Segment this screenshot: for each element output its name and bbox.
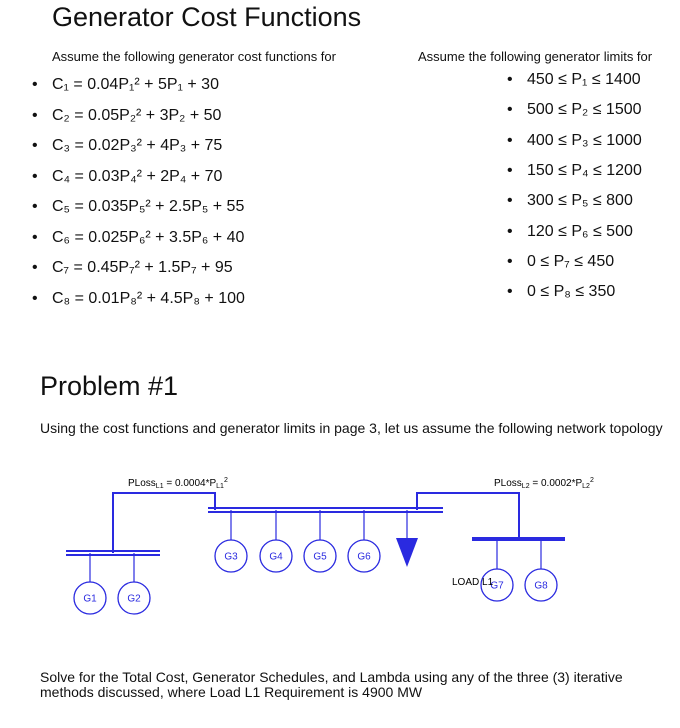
- problem-text: Using the cost functions and generator limits in page 3, let us assume the following network topology: [40, 420, 663, 436]
- ploss2-label: PLoss$_{L2}$ = $0.0002*P_{L2}^2$: [494, 477, 594, 490]
- cost-intro: Assume the following generator cost functions for: [52, 49, 336, 64]
- cost-function-item: • C₄ = 0.03P₄² + 2P₄ + 70: [52, 168, 222, 186]
- cost-function-item: • C₆ = 0.025P₆² + 3.5P₆ + 40: [52, 229, 244, 247]
- cost-function-item: • C₁ = 0.04P₁² + 5P₁ + 30: [52, 76, 219, 94]
- cost-function-item: • C₃ = 0.02P₃² + 4P₃ + 75: [52, 137, 222, 155]
- generator-label: G1: [83, 593, 97, 605]
- cost-function-item: • C₈ = 0.01P₈² + 4.5P₈ + 100: [52, 290, 245, 308]
- generator-label: G2: [127, 593, 141, 605]
- ploss1-label: PLoss$_{L1}$ = $0.0004*P_{L1}^2$: [128, 477, 228, 490]
- limit-item: • 300 ≤ P₅ ≤ 800: [527, 192, 633, 210]
- generator-label: G7: [490, 580, 504, 592]
- cost-function-item: • C₂ = 0.05P₂² + 3P₂ + 50: [52, 107, 221, 125]
- limit-item: • 400 ≤ P₃ ≤ 1000: [527, 132, 642, 150]
- problem-title: Problem #1: [40, 371, 179, 401]
- generator-label: G8: [534, 580, 548, 592]
- line-l1: [113, 493, 215, 553]
- page-title: Generator Cost Functions: [52, 2, 362, 32]
- load-icon: [396, 538, 418, 567]
- line-l2: [417, 493, 519, 539]
- limit-item: • 0 ≤ P₈ ≤ 350: [527, 283, 615, 301]
- limit-item: • 450 ≤ P₁ ≤ 1400: [527, 71, 641, 89]
- generator-label: G6: [357, 551, 371, 563]
- limits-intro: Assume the following generator limits for: [418, 49, 653, 64]
- footer-text: Solve for the Total Cost, Generator Schedules, and Lambda using any of the three (3) iterative methods discussed, where Load L1 Requirement is 4900 MW: [40, 669, 623, 700]
- cost-function-item: • C₇ = 0.45P₇² + 1.5P₇ + 95: [52, 259, 233, 277]
- limit-item: • 500 ≤ P₂ ≤ 1500: [527, 101, 642, 119]
- limit-item: • 0 ≤ P₇ ≤ 450: [527, 253, 614, 271]
- load-label: LOAD L1: [452, 577, 494, 588]
- generator-label: G5: [313, 551, 327, 563]
- limit-item: • 120 ≤ P₆ ≤ 500: [527, 223, 633, 241]
- generator-label: G4: [269, 551, 283, 563]
- limit-item: • 150 ≤ P₄ ≤ 1200: [527, 162, 642, 180]
- generator-label: G3: [224, 551, 238, 563]
- cost-function-item: • C₅ = 0.035P₅² + 2.5P₅ + 55: [52, 198, 244, 216]
